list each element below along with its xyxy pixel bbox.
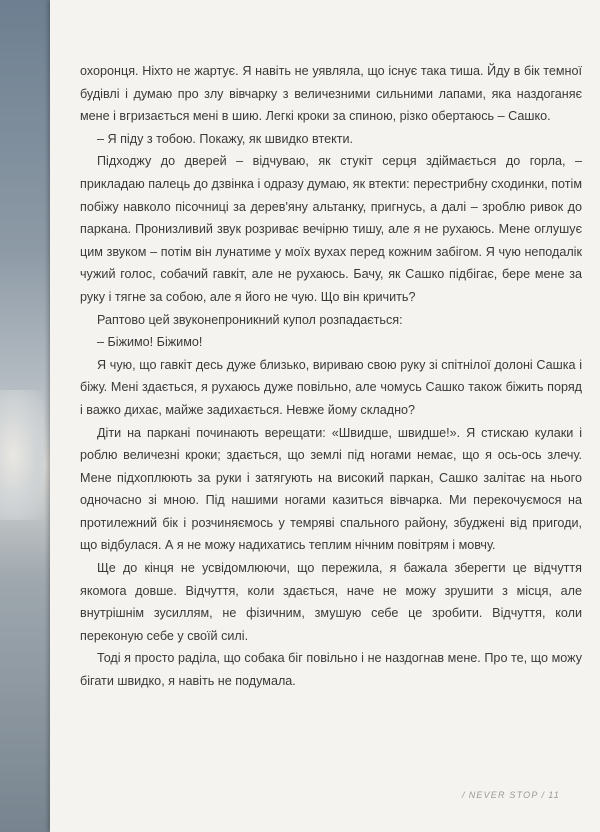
paragraph: Раптово цей звуконепроникний купол розпадається: [97, 312, 403, 327]
paragraph: охоронця. Ніхто не жартує. Я навіть не уявляла, що існує така тиша. Йду в бік темної будівлі і думаю про злу вівчарку з величезними сильними лапами, яка наздоганяє мене і вгризається мені в шию. Легкі кроки за спиною, різко обертаюсь – Сашко. [80, 64, 582, 124]
body-text [80, 60, 582, 693]
background-photo-edge [0, 0, 50, 832]
page-number: 11 [548, 790, 560, 800]
paragraph: Ще до кінця не усвідомлюючи, що пережила, я бажала зберегти це відчуття якомога довше. Відчуття, коли здається, наче не можу зрушити з місця, але внутрішнім зусиллям, не фізичним, змушую себе це зробити. Відчуття, коли переконую себе у своїй силі. [80, 561, 582, 643]
paragraph: Підходжу до дверей – відчуваю, як стукіт серця здіймається до горла, – прикладаю палець до дзвінка і одразу думаю, як втекти: перестрибну сходинки, потім побіжу навколо пісочниці за дерев'яну альтанку, пригнусь, а далі – зроблю ривок до паркана. Пронизливий звук розриває вечірню тишу, але я не рухаюсь. Мене оглушує цим звуком – потім він лунатиме у моїх вухах перед кожним забігом. Я чую неподалік чужий голос, собачий гавкіт, але не рухаюсь. Бачу, як Сашко підбігає, бере мене за руку і тягне за собою, але я його не чую. Що він кричить? [80, 154, 582, 304]
footer-brand: NEVER STOP [468, 790, 539, 800]
footer-slash: / [541, 790, 546, 800]
paragraph: Діти на паркані починають верещати: «Швидше, швидше!». Я стискаю кулаки і роблю величезні кроки; здається, що землі під ногами немає, що я ось-ось злечу. Мене підхоплюють за руки і затягують на високий паркан, Сашко залітає на нього одночасно зі мною. Під нашими ногами казиться вівчарка. Ми перекочуємося на протилежний бік і розчиняємось у темряві спального району, збуджені від пригоди, що відбулася. А я не можу надихатись теплим нічним повітрям і мовчу. [80, 425, 582, 553]
paragraph: – Біжимо! Біжимо! [97, 335, 203, 350]
page-footer [459, 790, 560, 800]
footer-slash: / [461, 790, 466, 800]
paragraph: Тоді я просто раділа, що собака біг повільно і не наздогнав мене. Про те, що можу бігати швидко, я навіть не подумала. [80, 651, 582, 689]
book-page [50, 0, 600, 832]
paragraph: – Я піду з тобою. Покажу, як швидко втекти. [97, 131, 354, 146]
background-photo-blur [0, 390, 44, 520]
paragraph: Я чую, що гавкіт десь дуже близько, вириваю свою руку зі спітнілої долоні Сашка і біжу. Мені здається, я рухаюсь дуже повільно, але чомусь Сашко також біжить поряд і важко дихає, майже задихається. Невже йому складно? [80, 357, 582, 417]
